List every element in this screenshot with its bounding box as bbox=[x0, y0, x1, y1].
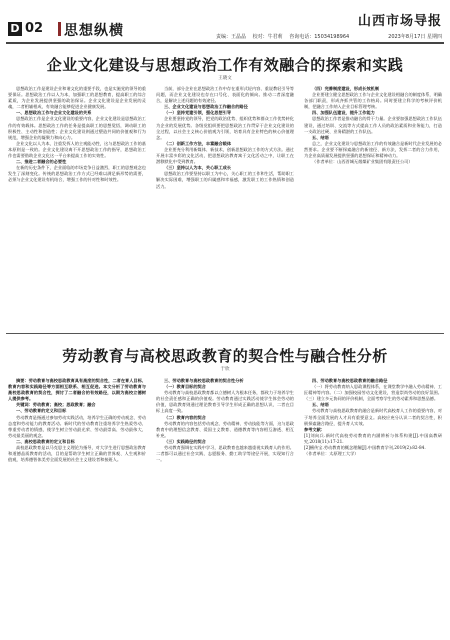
paragraph: 思想政治工作是建设企业和谐文化的重要手段，也是实施党的领导的重要保证。思想政治工作以人为本，加强职工的思想教育，提高职工的综合素质，为企业发展提供坚强的政治保证。企业文化建设是企业发展的灵魂，二者相辅相成，有效融合能够促进企业健康发展。 bbox=[8, 86, 146, 110]
paragraph: 在新的历史条件下，企业面临的市场竞争日益激烈，职工的思想观念也发生了深刻变化。传统的思想政治工作方式已经难以满足新形势的需要，必须与企业文化建设有机结合，增强工作的针对性和时效性。 bbox=[8, 165, 146, 183]
article-1-column-1 bbox=[8, 86, 146, 327]
paragraph: 企业要建立健全思想政治工作与企业文化建设相融合的制度体系，明确各部门职责，形成齐抓共管的工作格局。同时要建立科学的考核评价机制，把融合工作纳入企业目标管理考核。 bbox=[304, 92, 442, 110]
article-2-author: 于欣 bbox=[220, 367, 230, 372]
references-heading: 参考文献： bbox=[304, 426, 325, 432]
reference-item: （作者单位：太原理工大学） bbox=[304, 451, 359, 457]
subheading: 四、加强队伍建设，提升工作能力 bbox=[312, 110, 375, 116]
article-1-title: 企业文化建设与思想政治工作有效融合的探索和实践 bbox=[46, 56, 404, 74]
subheading: （三）坚持以人为本，关心职工成长 bbox=[164, 165, 232, 171]
subheading: （四）完善制度建设，形成长效机制 bbox=[312, 86, 380, 91]
article-1-author: 王晓文 bbox=[218, 76, 232, 81]
page-letter-box: D bbox=[8, 22, 22, 36]
subheading: 一、劳动教育的定义和目标 bbox=[16, 408, 67, 414]
subheading: 一、思想政治工作与企业文化建设的关系 bbox=[16, 110, 92, 116]
paragraph: 当前，部分企业在思想政治工作中存在重形式轻内容、重说教轻引导等问题，而企业文化建设也存在口号化、表面化的倾向。推动二者深度融合，是解决上述问题的有效途径。 bbox=[156, 86, 294, 104]
paragraph: 劳动教育与高校思政教育的融合是新时代高校育人工作的重要内容，对于培养全面发展的人才具有重要意义。高校应充分认识二者的契合性，积极探索融合路径，提升育人实效。 bbox=[304, 408, 442, 426]
article-1-column-2 bbox=[156, 86, 294, 327]
article-divider bbox=[6, 333, 444, 334]
paragraph: 企业要坚持党的领导，把党的政治优势、组织优势和群众工作优势转化为企业的发展优势。各级党组织要把思想政治工作贯穿于企业文化建设的全过程，以社会主义核心价值观为引领，培育具有企业特色的核心价值理念。 bbox=[156, 116, 294, 140]
subheading: 五、结语 bbox=[312, 134, 329, 140]
subheading: 五、结语 bbox=[312, 402, 329, 408]
paragraph: 企业要充分利用新媒体、新技术，创新思想政治工作的方式方法。通过开展丰富多彩的文化活动，把思想政治教育寓于文化活动之中，让职工在潜移默化中受到教育。 bbox=[156, 146, 294, 165]
paragraph: 总之，企业文化建设与思想政治工作的有效融合是新时代企业发展的必然要求。企业要不断探索融合的新途径、新方法，发挥二者的合力作用，为企业高质量发展提供坚强的思想保证和精神动力。 bbox=[304, 140, 442, 159]
proofreader-credit: 校对：牛君莉 bbox=[252, 34, 283, 40]
paragraph: 思想政治工作要坚持以职工为中心，关心职工的工作和生活，帮助职工解决实际困难，增强职工的归属感和幸福感，激发职工的工作热情和创造活力。 bbox=[156, 171, 294, 189]
paragraph: 劳动教育的内容包括劳动观念、劳动精神、劳动技能等方面，这与思政教育中的理想信念教育、爱国主义教育、道德教育等内容相互渗透、相互补充。 bbox=[156, 420, 294, 438]
subheading: 三、劳动教育与高校思政教育的契合性分析 bbox=[164, 378, 244, 383]
page-number: 02 bbox=[25, 21, 44, 36]
abstract-paragraph: 关键词：劳动教育；高校；思政教育；融合 bbox=[16, 402, 96, 408]
article-1-column-3 bbox=[304, 86, 442, 327]
subheading: （二）教育内容的契合 bbox=[164, 414, 206, 420]
abstract-paragraph: 摘要：劳动教育与高校思政教育具有高度的契合性，二者在育人目标、教育内容和实践路径等方面相互联系、相互促进。本文分析了劳动教育与高校思政教育的契合性，探讨了二者融合的有效路径，以期为高校立德树人提供参考。 bbox=[8, 378, 146, 402]
paragraph: 劳动教育是指通过参加劳动实践活动，培养学生正确的劳动观念、劳动态度和劳动能力的教育活动。新时代的劳动教育注重培养学生热爱劳动、尊重劳动者的情感，使学生树立劳动最光荣、劳动最崇高、劳动最伟大、劳动最美丽的观念。 bbox=[8, 414, 146, 438]
section-title: 思想纵横 bbox=[64, 23, 124, 39]
subheading: （一）教育目标的契合 bbox=[164, 384, 206, 390]
article-2-column-1 bbox=[8, 378, 146, 634]
subheading: 二、推进二者融合的必要性 bbox=[16, 159, 67, 165]
reference-item: [2]檀传宝.劳动教育的概念理解[J].中国教育学刊,2019(2):82-84. bbox=[304, 445, 426, 451]
subheading: （二）创新工作方法，丰富融合载体 bbox=[164, 140, 232, 146]
paragraph: 思想政治工作者是推动融合的骨干力量。企业要加强思想政治工作队伍建设，通过培训、交流等方式提高工作人员的政治素质和业务能力，打造一支政治过硬、业务精湛的工作队伍。 bbox=[304, 116, 442, 134]
paragraph: 劳动教育强调在实践中学习，思政教育也越来越重视实践育人的作用。二者都可以通过社会实践、志愿服务、勤工助学等途径开展，实现知行合一。 bbox=[156, 445, 294, 463]
editor-credit: 责编：王晶晶 bbox=[216, 34, 247, 40]
subheading: 二、高校思政教育的定义和目标 bbox=[16, 438, 75, 444]
contact-phone: 咨询电话：15034198964 bbox=[289, 34, 350, 40]
paragraph: 高校思政教育是以马克思主义理论为指导，对大学生进行思想政治教育和道德品质教育的活动，目的是帮助学生树立正确的世界观、人生观和价值观，培养德智体美劳全面发展的社会主义建设者和接班人。 bbox=[8, 445, 146, 463]
paragraph: （一）将劳动教育纳入思政课程体系，在课堂教学中融入劳动精神、工匠精神等内容。（二）加强校园劳动文化建设，营造崇尚劳动的良好氛围。（三）建立多元协同的评价机制，全面考察学生的劳动素养和思想品德。 bbox=[304, 384, 442, 402]
masthead bbox=[6, 0, 444, 44]
article-2-title: 劳动教育与高校思政教育的契合性与融合性分析 bbox=[62, 347, 388, 365]
subheading: 三、企业文化建设与思想政治工作融合的路径 bbox=[164, 104, 248, 110]
article-2-column-3 bbox=[304, 378, 442, 634]
section-accent-bar bbox=[58, 22, 61, 36]
subheading: 四、劳动教育与高校思政教育的融合路径 bbox=[312, 378, 388, 383]
subheading: （一）坚持党建引领，强化思想引导 bbox=[164, 110, 232, 116]
editorial-meta bbox=[216, 33, 354, 40]
header-divider bbox=[6, 42, 444, 44]
paragraph: 思想政治工作是企业文化建设的重要内容，企业文化建设是思想政治工作的有效载体。思想政治工作的任务是提高职工的思想觉悟，调动职工的积极性、主动性和创造性；企业文化建设则通过塑造共同的价值观和行为规范，增强企业的凝聚力和向心力。 bbox=[8, 116, 146, 140]
paragraph: （作者单位：山西晋城无烟煤矿业集团有限责任公司） bbox=[312, 159, 413, 165]
article-2-column-2 bbox=[156, 378, 294, 634]
paragraph: 劳动教育与高校思政教育都以立德树人为根本任务，都致力于培养学生的社会责任感和正确的价值观。劳动教育通过实践活动使学生体会劳动的价值，思政教育则通过理论教育引导学生形成正确的思想认识，二者在目标上高度一致。 bbox=[156, 390, 294, 414]
paragraph: 企业文化以人为本，注重发挥人的主观能动性，这与思想政治工作的基本原则是一致的。企业文化建设离不开思想政治工作的指导，思想政治工作也需要借助企业文化这一平台来提高工作的实效性。 bbox=[8, 140, 146, 159]
issue-date: 2023年8月17日 星期四 bbox=[388, 34, 442, 40]
subheading: （三）实践路径的契合 bbox=[164, 438, 206, 444]
newspaper-name: 山西市场导报 bbox=[357, 14, 442, 29]
reference-item: [1]刘向兵.新时代高校劳动教育的内涵辨析与体系构建[J].中国高教研究,2018(11):17-21. bbox=[304, 432, 442, 444]
